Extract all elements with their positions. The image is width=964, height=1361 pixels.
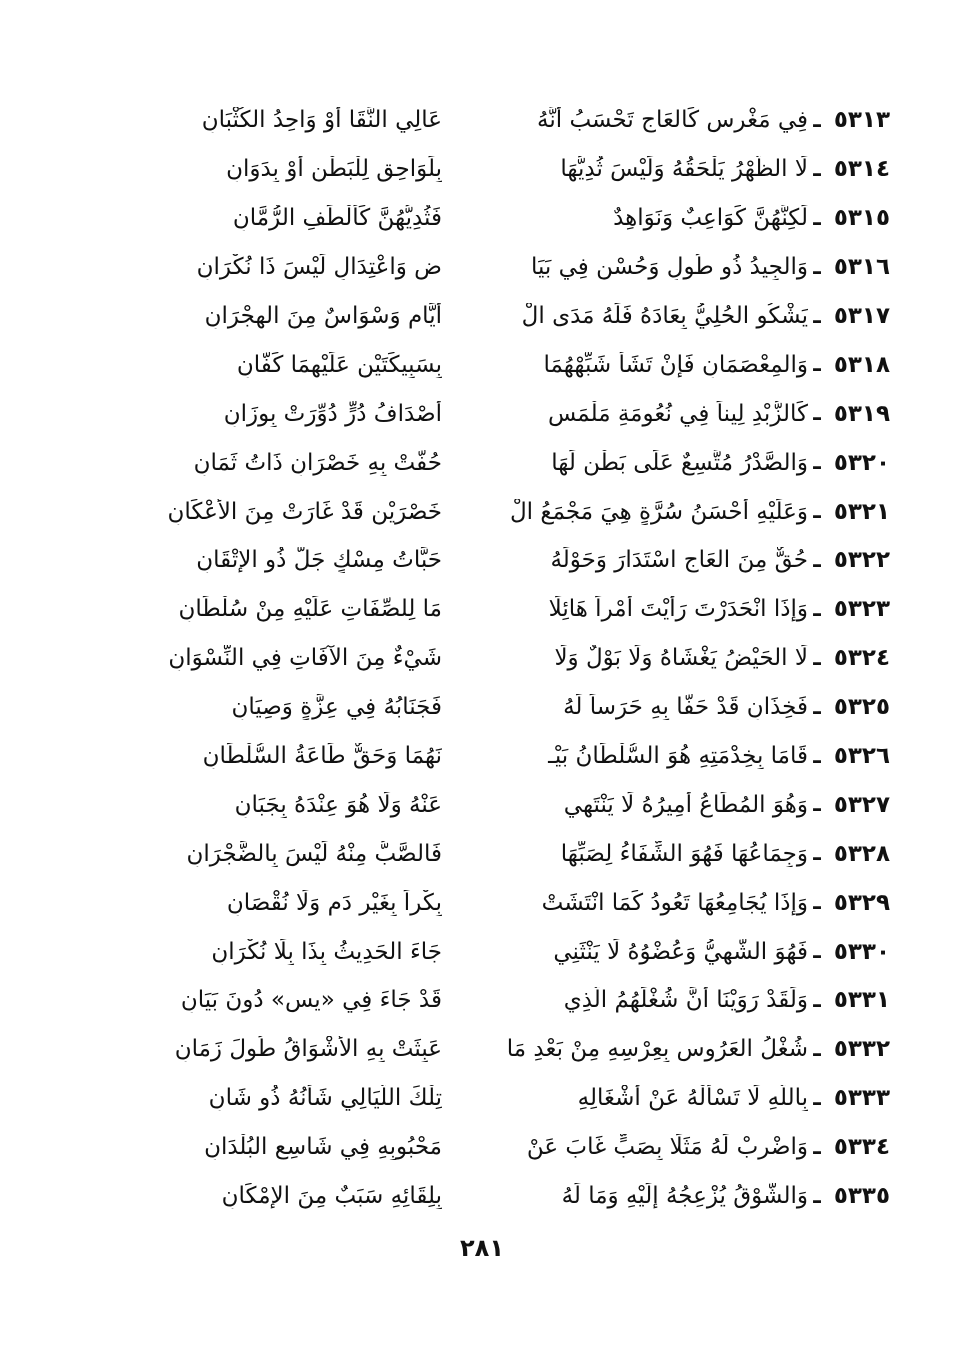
verse-number: ٥٣٢١	[833, 498, 890, 525]
verse-first-hemistich: فَهُوَ الشَّهِيُّ وَعُضْوُهُ لَا يَنْثَنِي	[553, 938, 808, 965]
verse-first-hemistich: وَالشَّوْقُ يُزْعِجُهُ إِلَيْهِ وَمَا لَهُ	[561, 1183, 808, 1210]
verse-row	[70, 96, 890, 145]
verse-second-hemistich: بِسَبِيكَتَيْنِ عَلَيْهِمَا كَفَّانِ	[236, 351, 442, 378]
verse-row	[70, 243, 890, 292]
verse-second-hemistich: بِكْراً بِغَيْرِ دَمٍ وَلَا نُقْصَانِ	[226, 889, 442, 916]
verse-first-hemistich: قَامَا بِخِدْمَتِهِ هُوَ السُّلْطَانُ بَيْـ	[548, 743, 808, 770]
verse-second-hemistich: فَالصَّبُّ مِنْهُ لَيْسَ بِالضَّجْرَانِ	[186, 840, 442, 867]
verse-separator: ـ	[813, 841, 821, 867]
verse-number: ٥٣١٨	[833, 351, 890, 378]
verse-number: ٥٣٢٩	[833, 889, 890, 916]
verse-row	[70, 683, 890, 732]
verse-row	[70, 829, 890, 878]
verse-number: ٥٣١٩	[833, 400, 890, 427]
verse-number: ٥٣٣٢	[833, 1036, 890, 1063]
verse-second-hemistich: بِلِقَائِهِ سَبَبٌ مِنَ الإِمْكَانِ	[221, 1183, 442, 1210]
verse-second-hemistich: حَبَّاتُ مِسْكٍ جَلَّ ذُو الإِتْقَانِ	[196, 547, 442, 574]
verse-separator: ـ	[813, 1085, 821, 1111]
verse-first-hemistich: لَا الحَيْضُ يَغْشَاهُ وَلَا بَوْلٌ وَلَا	[554, 645, 808, 672]
verse-second-hemistich: حُفَّتْ بِهِ خَصْرَانِ ذَاتُ ثَمَانِ	[193, 449, 442, 476]
verse-first-hemistich: لَكِنَّهُنَّ كَوَاعِبٌ وَنَوَاهِدٌ	[613, 205, 808, 232]
verse-number: ٥٣٣٠	[833, 938, 890, 965]
verse-separator: ـ	[813, 254, 821, 280]
verse-number: ٥٣١٧	[833, 303, 890, 329]
verse-number: ٥٣٢٢	[833, 547, 890, 574]
verse-separator: ـ	[813, 450, 821, 476]
verse-second-hemistich: أَيَّامِ وَسْوَاسٌ مِنَ الهِجْرَانِ	[204, 303, 442, 329]
verse-second-hemistich: نَهُمَا وَحَقٌّ طَاعَةُ السُّلْطَانِ	[202, 743, 442, 770]
verse-separator: ـ	[813, 645, 821, 671]
verse-number: ٥٣٣٥	[833, 1183, 890, 1210]
verse-row	[70, 927, 890, 976]
verse-row	[70, 1074, 890, 1123]
verse-number: ٥٣٢٠	[833, 449, 890, 476]
verse-separator: ـ	[813, 1134, 821, 1160]
verse-second-hemistich: عَنْهُ وَلَا هُوَ عِنْدَهُ بِجَبَانِ	[234, 791, 442, 818]
verse-row	[70, 536, 890, 585]
verse-second-hemistich: مَا لِلصِّفَاتِ عَلَيْهِ مِنْ سُلْطَانِ	[178, 596, 442, 623]
verse-second-hemistich: فَثُدِيُّهُنَّ كَأَلْطَفِ الرُّمَّانِ	[232, 205, 442, 232]
verse-first-hemistich: يَشْكُو الحُلِيُّ بِعَادَهُ فَلَهُ مَدَى الْ	[521, 303, 808, 329]
verse-first-hemistich: فَخِذَانِ قَدْ حَفَّا بِهِ حَرَساً لَهُ	[563, 694, 808, 721]
verse-number: ٥٣٢٦	[833, 743, 890, 770]
verse-first-hemistich: وَإِذَا يُجَامِعُهَا تَعُودُ كَمَا انْتَشَتْ	[541, 889, 808, 916]
verse-number: ٥٣٢٤	[833, 645, 890, 672]
verse-row	[70, 878, 890, 927]
verse-row	[70, 487, 890, 536]
verse-first-hemistich: كَالزُّبْدِ لِيناً فِي نُعُومَةِ مَلْمَسٍ	[547, 400, 808, 427]
verse-row	[70, 976, 890, 1025]
verse-row	[70, 389, 890, 438]
verse-separator: ـ	[813, 939, 821, 965]
verse-separator: ـ	[813, 547, 821, 573]
verse-row	[70, 292, 890, 341]
verse-second-hemistich: شَيْءٌ مِنَ الآفَاتِ فِي النِّسْوَانِ	[168, 645, 442, 672]
verse-separator: ـ	[813, 352, 821, 378]
verse-separator: ـ	[813, 792, 821, 818]
verse-separator: ـ	[813, 987, 821, 1013]
verse-second-hemistich: جَاءَ الحَدِيثُ بِذَا بِلَا نُكْرَانِ	[211, 938, 442, 965]
verse-second-hemistich: خَصْرَيْنِ قَدْ غَارَتْ مِنَ الأَعْكَانِ	[167, 498, 442, 525]
verse-number: ٥٣٢٥	[833, 694, 890, 721]
verse-second-hemistich: ضٍ وَاعْتِدَالٍ لَيْسَ ذَا نُكْرَانِ	[196, 254, 442, 281]
verse-number: ٥٣٣٣	[833, 1085, 890, 1112]
verse-row	[70, 732, 890, 781]
verse-first-hemistich: حُقٌّ مِنَ العَاجِ اسْتَدَارَ وَحَوْلَهُ	[550, 547, 808, 574]
verse-row	[70, 780, 890, 829]
verse-first-hemistich: وَلَقَدْ رَوَيْنَا أَنَّ شُغْلَهُمُ الَّذِي	[563, 987, 808, 1014]
verse-first-hemistich: شُغْلُ العَرُوسِ بِعِرْسِهِ مِنْ بَعْدِ مَا	[506, 1036, 808, 1063]
verse-row	[70, 1123, 890, 1172]
verse-separator: ـ	[813, 205, 821, 231]
verse-first-hemistich: وَإِذَا انْحَدَرْتَ رَأَيْتَ أَمْراً هَائِلًا	[548, 596, 808, 623]
verse-row	[70, 145, 890, 194]
verse-first-hemistich: وَالجِيدُ ذُو طُولٍ وَحُسْنٍ فِي بَيَا	[530, 254, 808, 281]
verse-separator: ـ	[813, 1036, 821, 1062]
verse-second-hemistich: فَجَنَابُهُ فِي عِزَّةٍ وَصِيَانِ	[231, 694, 442, 721]
verse-row	[70, 1025, 890, 1074]
verse-first-hemistich: وَالصَّدْرُ مُتَّسِعٌ عَلَى بَطْنٍ لَهَا	[551, 449, 808, 476]
verse-second-hemistich: عَبِثَتْ بِهِ الأَشْوَاقُ طُولَ زَمَانِ	[174, 1036, 442, 1063]
page-number: ٢٨١	[460, 1234, 504, 1262]
verse-first-hemistich: لَا الظَّهْرُ يَلْحَقُهُ وَلَيْسَ ثُدِيُّهَا	[560, 156, 808, 183]
verse-list	[70, 96, 890, 1220]
verse-separator: ـ	[813, 303, 821, 329]
verse-second-hemistich: تِلْكَ اللَّيَالِي شَأْنُهُ ذُو شَانِ	[208, 1085, 442, 1112]
verse-first-hemistich: وَالمِعْصَمَانِ فَإِنْ تَشَأْ شَبِّهْهُمَا	[543, 351, 808, 378]
verse-second-hemistich: قَدْ جَاءَ فِي «يس» دُونَ بَيَانِ	[180, 987, 442, 1014]
verse-separator: ـ	[813, 1183, 821, 1209]
verse-first-hemistich: وَعَلَيْهِ أَحْسَنُ سُرَّةٍ هِيَ مَجْمَعُ الْ	[509, 498, 808, 525]
verse-separator: ـ	[813, 694, 821, 720]
verse-second-hemistich: أَصْدَافُ دُرٍّ دُوِّرَتْ بِوِزَانِ	[223, 400, 442, 427]
verse-second-hemistich: مَحْبُوبِهِ فِي شَاسِعِ البُلْدَانِ	[204, 1134, 442, 1161]
verse-row	[70, 340, 890, 389]
verse-first-hemistich: فِي مَغْرِسٍ كَالعَاجِ تَحْسَبُ أَنَّهُ	[537, 107, 808, 134]
verse-number: ٥٣١٦	[833, 254, 890, 281]
verse-number: ٥٣١٥	[833, 205, 890, 232]
verse-number: ٥٣٣١	[833, 987, 890, 1014]
verse-number: ٥٣١٤	[833, 156, 890, 183]
verse-number: ٥٣١٣	[833, 107, 890, 134]
verse-row	[70, 585, 890, 634]
verse-separator: ـ	[813, 499, 821, 525]
verse-separator: ـ	[813, 401, 821, 427]
verse-number: ٥٣٢٣	[833, 596, 890, 623]
verse-number: ٥٣٣٤	[833, 1134, 890, 1161]
verse-first-hemistich: وَهُوَ المُطَاعُ أَمِيرُهُ لَا يَنْتَهِي	[563, 791, 808, 818]
verse-first-hemistich: بِاللَّهِ لَا تَسْأَلْهُ عَنْ أَشْغَالِهِ	[577, 1085, 808, 1112]
verse-second-hemistich: عَالِي النَّقَا أَوْ وَاحِدُ الكُثْبَانِ	[201, 107, 442, 134]
verse-separator: ـ	[813, 107, 821, 133]
verse-row	[70, 634, 890, 683]
verse-row	[70, 1172, 890, 1221]
verse-row	[70, 438, 890, 487]
verse-first-hemistich: وَاضْرِبْ لَهُ مَثَلًا بِصَبٍّ غَابَ عَنْ	[526, 1134, 808, 1161]
verse-separator: ـ	[813, 156, 821, 182]
verse-second-hemistich: بِلَوَاحِقٍ لِلْبَطْنِ أَوْ بِدَوَانِ	[226, 156, 442, 183]
verse-separator: ـ	[813, 890, 821, 916]
verse-row	[70, 194, 890, 243]
verse-number: ٥٣٢٧	[833, 791, 890, 818]
verse-first-hemistich: وَجِمَاعُهَا فَهُوَ الشِّفَاءُ لِصَبِّهَا	[560, 840, 808, 867]
verse-number: ٥٣٢٨	[833, 840, 890, 867]
verse-separator: ـ	[813, 743, 821, 769]
verse-separator: ـ	[813, 596, 821, 622]
